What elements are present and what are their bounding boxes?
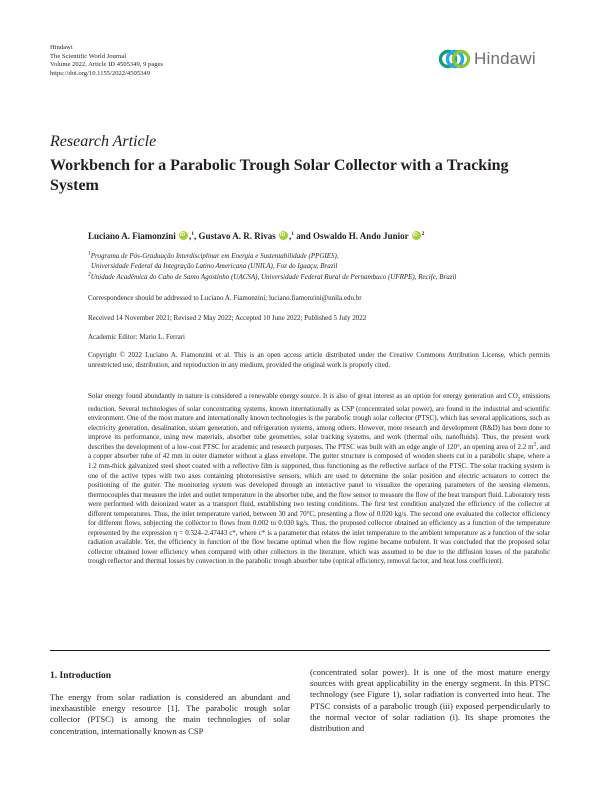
copyright-notice: Copyright © 2022 Luciano A. Fiamonzini et al. This is an open access article distributed under the Creative Commons Attribution License, which permits unrestricted use, distribution, and reproduction in any medium, provided the original work is properly cited. [88,351,550,369]
affiliation-line: Programa de Pós-Graduação Interdisciplinar em Energia e Sustentabilidade (PPGIES), [90,252,339,260]
section-heading: 1. Introduction [50,671,112,681]
affiliation-line: Unidade Acadêmica do Cabo de Santo Agostinho (UACSA), Universidade Federal Rural de Pernambuco (UFRPE), Recife, Brazil [90,273,457,281]
abstract-text: Solar energy found abundantly in nature is considered a renewable energy source. It is also of great interest as an option for energy generation and CO [88,392,518,400]
correspondence: Correspondence should be addressed to Luciano A. Fiamonzini; luciano.fiamonzini@unila.edu.br [88,294,362,302]
publication-dates: Received 14 November 2021; Revised 2 May 2022; Accepted 10 June 2022; Published 5 July 2022 [88,314,367,322]
abstract-text: emissions reduction. Several technologies of solar concentrating systems, known internationally as CSP (concentrated solar power), are found in the industrial and scientific environment. One of the most mature and internationally known technologies is the parabolic trough solar collector (PTSC), which has several applications, such as electricity generation, desalination, steam generation, and refrigeration systems, among others. However, more research and development (R&D) has been done to improve its performance, using new materials, absorber tube geometries, solar tracking systems, and work (thermal oils, nanofluids). Thus, the present work describes the development of a low-cost PTSC for academic and research purposes. The PTSC was built with an edge angle of 120°, an opening area of 2.2 m [88,392,550,451]
author-affiliation-sup: 1 [291,231,295,237]
journal-name: The Scientific World Journal [50,52,127,60]
author-name[interactable]: Gustavo A. R. Rivas [198,231,276,241]
author-name[interactable]: Oswaldo H. Ando Junior [313,231,409,241]
author-affiliation-sup: 1 [191,231,195,237]
logo-wordmark: Hindawi [474,49,536,68]
abstract-superscript: 2 [533,441,537,448]
article-type: Research Article [50,133,157,150]
orcid-icon[interactable] [279,231,288,240]
author-name[interactable]: Luciano A. Fiamonzini [88,231,176,241]
abstract-text: , and a copper absorber tube of 42 mm in outer diameter without a glass envelope. The gutter structure is composed of wooden sheets cut in a parabolic shape, where a 1.2 mm-thick galvanized steel sheet coated with a reflective film is supported, thus functioning as the reflective surface of the PTSC. The solar tracking system is one of the active types with two axes containing photoresistive sensors, which are used to determine the solar position and electric actuators to correct the positioning of the gutter. The monitoring system was developed through an interactive panel to visualize the operating parameters of the sensing elements, thermocouples that measure the inlet and outlet temperature in the absorber tube, and the flow sensor to measure the flow of the heat transport fluid. Laboratory tests were performed with deionized water as a transport fluid, establishing two testing conditions. The first test condition analyzed the efficiency of the collector at different temperatures. Thus, the inlet temperature varied, between 30 and 70°C, presenting a flow of 0.020 kg/s. The second one evaluated the collector efficiency for different flows, subjecting the collector to flows from 0.002 to 0.030 kg/s. Thus, the proposed collector obtained an efficiency as a function of the temperature represented by the expression η = 0.324–2.47443 c*, where c* is a parameter that relates the inlet temperature to the ambient temperature as a function of the solar radiation available. Yet, the efficiency in function of the flow became optimal when the flow regime became turbulent. It was concluded that the proposed solar collector obtained lower efficiency when compared with other collectors in the literature, which was assumed to be due to the diffusion losses of the parabolic trough reflector and thermal losses by convection in the parabolic trough absorber tube (optical efficiency, removal factor, and heat loss coefficient). [88,442,550,566]
article-title: Workbench for a Parabolic Trough Solar Collector with a Tracking System [50,157,509,194]
affiliation-sup: 1 [88,250,91,257]
author-separator: , [194,231,197,241]
author-affiliation-sup: 2 [421,231,425,237]
affiliation-line: Universidade Federal da Integração Latino Americana (UNILA), Foz do Iguaçu, Brazil [91,261,338,270]
orcid-icon[interactable] [179,231,188,240]
volume-line: Volume 2022, Article ID 4505349, 9 pages [50,61,164,69]
hindawi-logo-icon [438,44,470,74]
doi-link[interactable]: https://doi.org/10.1155/2022/4505349 [50,69,151,77]
body-column-left: The energy from solar radiation is considered an abundant and inexhaustible energy resource [1]. The parabolic trough solar collector (PTSC) is among the main technologies of solar concentration, internationally known as CSP [50,692,290,736]
author-list: Luciano A. Fiamonzini iD ,$^1$, Gustavo A. R. Rivas iD ,$^1$ and Oswaldo H. Ando Junior iD $^2$ [88,231,424,241]
author-separator: and [296,231,311,241]
body-column-right: (concentrated solar power). It is one of the most mature energy sources with great applicability in the energy segment. In this PTSC technology (see Figure 1), solar radiation is converted into heat. The PTSC consists of a parabolic trough (iii) exposed perpendicularly to the normal vector of solar radiation (i). Its shape promotes the distribution and [310,667,550,734]
affiliation-sup: 2 [88,271,91,278]
journal-meta [50,44,163,78]
abstract [88,392,550,567]
affiliation-1 [88,252,339,271]
section-divider [50,650,550,651]
publisher-name: Hindawi [50,44,73,51]
academic-editor: Academic Editor: Mario L. Ferrari [88,333,185,341]
orcid-icon[interactable] [412,231,421,240]
hindawi-logo[interactable] [438,44,550,74]
affiliation-2 [88,273,456,283]
abstract-subscript: 2 [517,397,521,403]
